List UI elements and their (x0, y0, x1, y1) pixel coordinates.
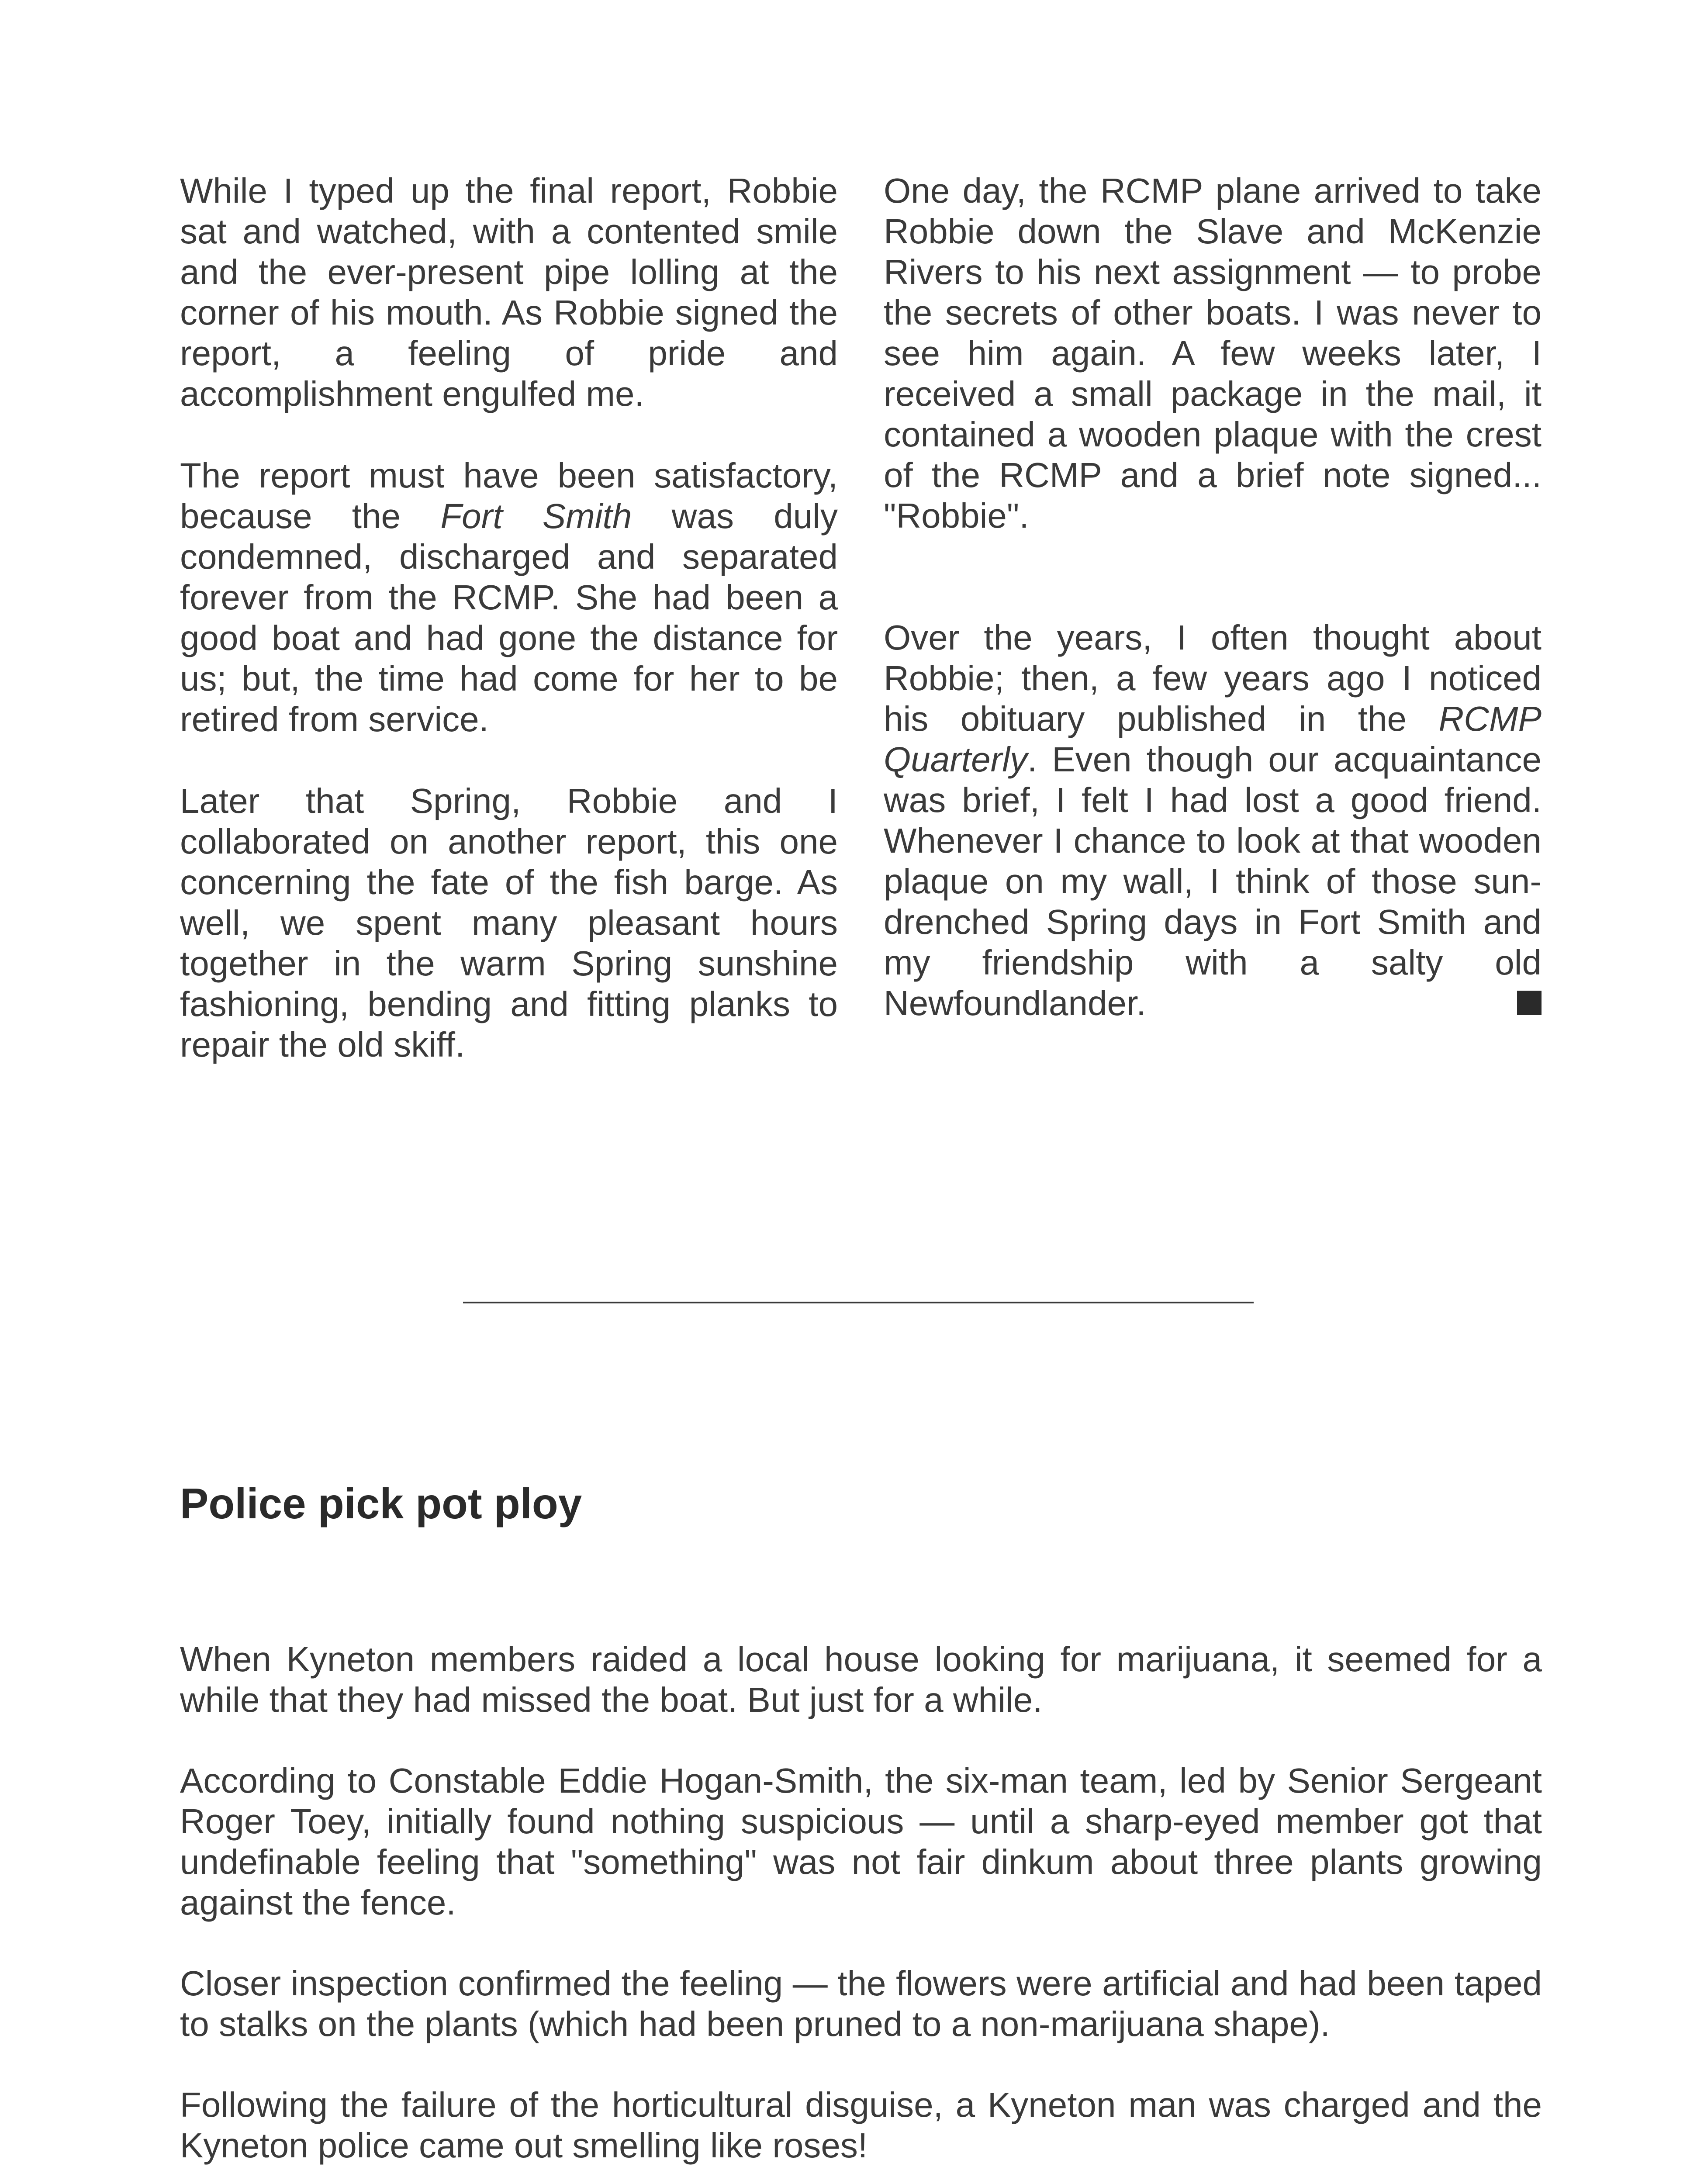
text-run: . Even though our acquaintance was brief, I felt I had lost a good friend. Whenever I chance to look at that wooden plaque on my wall, I think of those sun-drenched Spring days in Fort Smith and my friendship with a salty old Newfoundlander. (884, 740, 1542, 1023)
paragraph: Following the failure of the horticultural disguise, a Kyneton man was charged and the Kyneton police came out smelling like roses! (180, 2085, 1542, 2165)
paragraph (180, 455, 838, 740)
text-run: was duly condemned, discharged and separated forever from the RCMP. She had been a good boat and had gone the distance for us; but, the time had come for her to be retired from service. (180, 497, 838, 739)
article-left-column (180, 170, 838, 1106)
paragraph (884, 617, 1542, 1023)
article-headline: Police pick pot ploy (180, 1479, 582, 1527)
paragraph: When Kyneton members raided a local house looking for marijuana, it seemed for a while that they had missed the boat. But just for a while. (180, 1640, 1542, 1719)
text-run: The report must have been satisfactory, because the (180, 456, 838, 536)
article-right-column (884, 170, 1542, 1064)
paragraph: Later that Spring, Robbie and I collaborated on another report, this one concerning the fate of the fish barge. As well, we spent many pleasant hours together in the warm Spring sunshine fashioning, bending and fitting planks to repair the old skiff. (180, 781, 838, 1064)
paragraph: One day, the RCMP plane arrived to take Robbie down the Slave and McKenzie Rivers to his next assignment — to probe the secrets of other boats. I was never to see him again. A few weeks later, I received a small package in the mail, it contained a wooden plaque with the crest of the RCMP and a brief note signed... "Robbie". (884, 171, 1542, 535)
paragraph: Closer inspection confirmed the feeling — the flowers were artificial and had been taped to stalks on the plants (which had been pruned to a non-marijuana shape). (180, 1964, 1542, 2043)
paragraph: According to Constable Eddie Hogan-Smith, the six-man team, led by Senior Sergeant Roger Toey, initially found nothing suspicious — until a sharp-eyed member got that undefinable feeling that "something" was not fair dinkum about three plants growing against the fence. (180, 1761, 1542, 1922)
text-run: Over the years, I often thought about Robbie; then, a few years ago I noticed his obituary published in the (884, 618, 1542, 738)
section-divider (463, 1302, 1254, 1303)
end-of-article-mark (1517, 991, 1542, 1015)
article-body (180, 1639, 1542, 2184)
boat-name-italic: Fort Smith (440, 497, 632, 536)
paragraph: While I typed up the final report, Robbie sat and watched, with a contented smile and the ever-present pipe lolling at the corner of his mouth. As Robbie signed the report, a feeling of pride and accomplishment engulfed me. (180, 171, 838, 413)
publication-name-italic: RCMP Quarterly (884, 699, 1542, 779)
